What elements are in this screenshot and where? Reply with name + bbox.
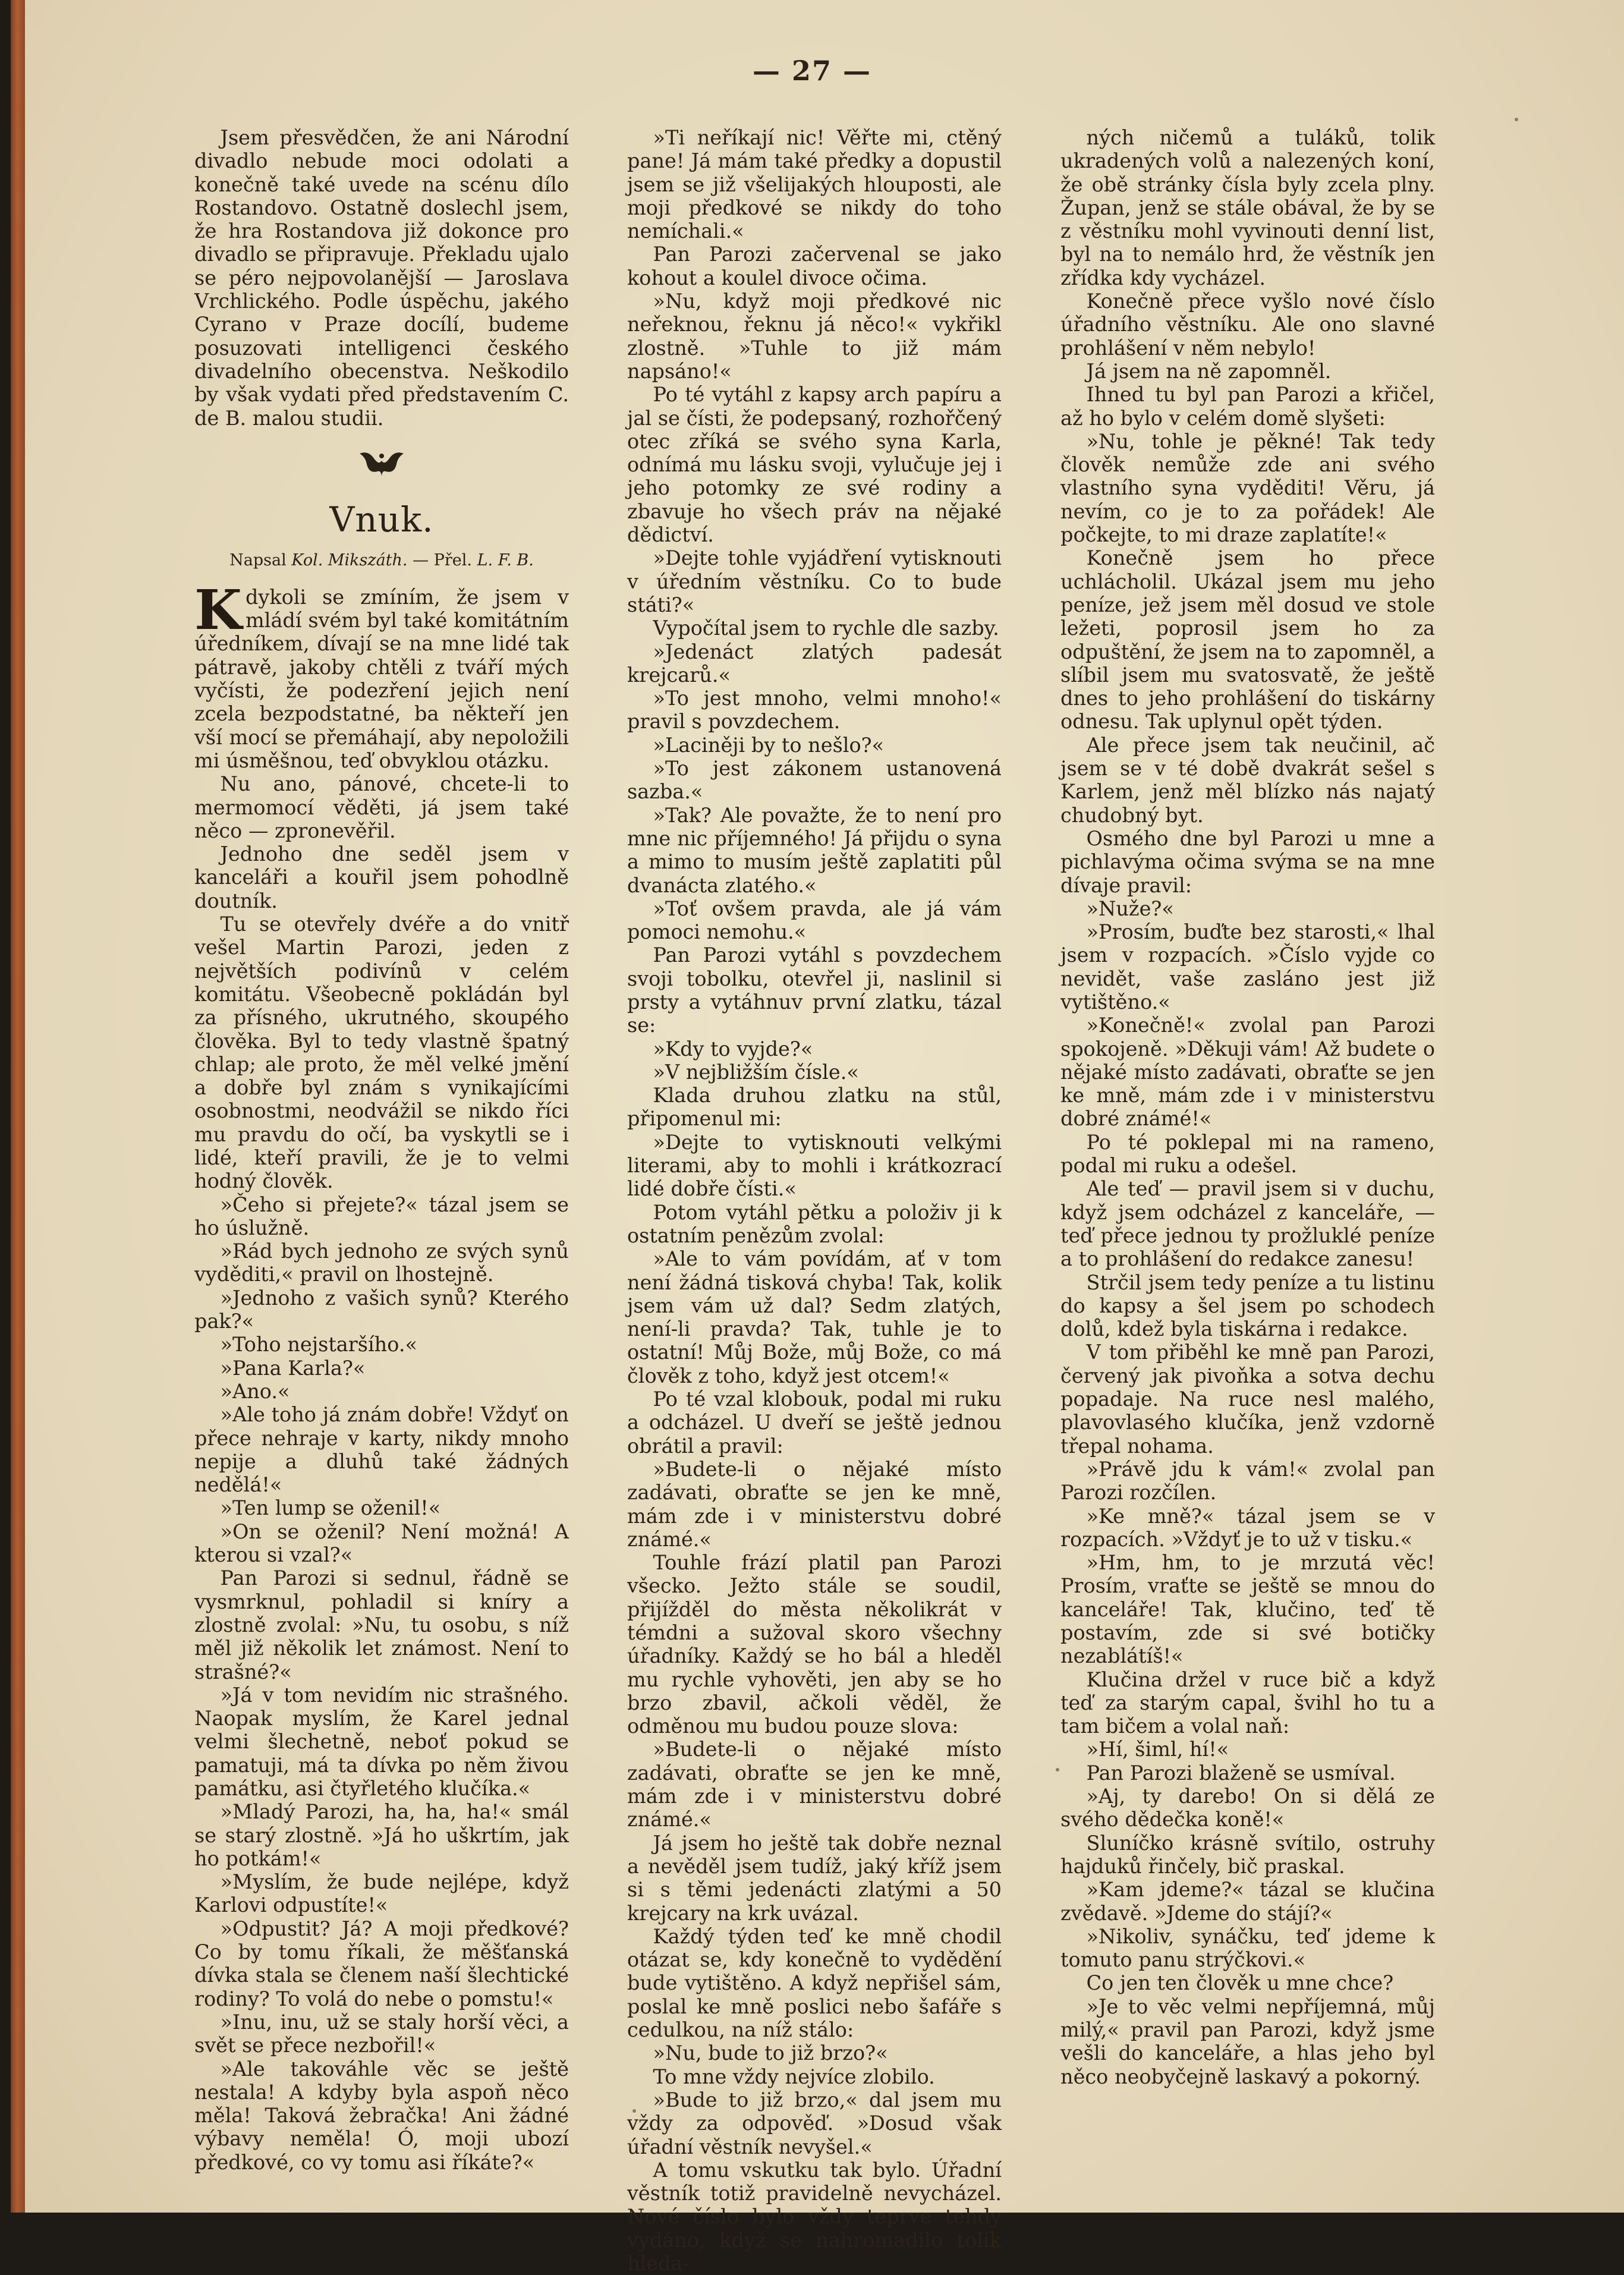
text-column-3: [1060, 126, 1435, 2088]
story-paragraph: »Rád bych jednoho ze svých synů vyděditi,« pravil on lhostejně.: [194, 1239, 569, 1286]
column-2-body: [627, 126, 1002, 2275]
story-paragraph: »Laciněji by to nešlo?«: [653, 733, 885, 757]
story-paragraph: »Aj, ty darebo! On si dělá ze svého dědečka koně!«: [1060, 1785, 1435, 1832]
story-paragraph: Pan Parozi vytáhl s povzdechem svoji tobolku, otevřel ji, naslinil si prsty a vytáhnuv první zlatku, tázal se:: [627, 943, 1002, 1037]
story-paragraph: »Pana Karla?«: [220, 1356, 366, 1380]
story-paragraph: Vypočítal jsem to rychle dle sazby.: [653, 616, 999, 640]
story-paragraph: »Tak? Ale považte, že to není pro mne nic příjemného! Já přijdu o syna a mimo to musím ještě zaplatiti půl dvanácta zlatého.«: [627, 803, 1002, 897]
story-paragraph: »Konečně!« zvolal pan Parozi spokojeně. »Děkuji vám! Až budete o nějaké místo zadávati, obraťte se jen ke mně, mám zde i v ministerstvu dobré známé!«: [1060, 1014, 1435, 1131]
story-paragraph: Pan Parozi blaženě se usmíval.: [1086, 1761, 1396, 1785]
drop-cap: K: [194, 577, 242, 642]
column-3-body: [1060, 126, 1435, 2088]
story-paragraph: »Kam jdeme?« tázal se klučina zvědavě. »Jdeme do stájí?«: [1060, 1878, 1435, 1925]
story-paragraph: »Nu, tohle je pěkné! Tak tedy člověk nemůže zde ani svého vlastního syna vyděditi! Věru, já nevím, co je to za pořádek! Ale počkejte, to mi draze zaplatíte!«: [1060, 429, 1435, 547]
ornament-icon: [194, 448, 569, 481]
story-paragraph: »Ke mně?« tázal jsem se v rozpacích. »Vždyť je to už v tisku.«: [1060, 1504, 1435, 1551]
story-paragraph: Konečně přece vyšlo nové číslo úřadního věstníku. Ale ono slavné prohlášení v něm nebylo!: [1060, 290, 1435, 360]
story-paragraph: Osmého dne byl Parozi u mne a pichlavýma očima svýma se na mne dívaje pravil:: [1060, 826, 1435, 897]
story-paragraph: Sluníčko krásně svítilo, ostruhy hajduků řinčely, bič praskal.: [1060, 1831, 1435, 1878]
story-paragraph: Každý týden teď ke mně chodil otázat se, kdy konečně to vydědění bude vytištěno. A když nepřišel sám, poslal ke mně poslici nebo šafáře s cedulkou, na níž stálo:: [627, 1924, 1002, 2042]
page-number: — 27 —: [752, 55, 872, 87]
story-paragraph: »Jedenáct zlatých padesát krejcarů.«: [627, 640, 1002, 687]
story-paragraph: »Já v tom nevidím nic strašného. Naopak myslím, že Karel jednal velmi šlechetně, neboť pokud se pamatuji, má ta dívka po něm živou památku, asi čtyřletého klučíka.«: [194, 1683, 569, 1800]
story-paragraph: »On se oženil? Není možná! A kterou si vzal?«: [194, 1519, 569, 1567]
text-column-2: [627, 126, 1002, 2275]
article-intro-paragraph: Jsem přesvědčen, že ani Národní divadlo nebude moci odolati a konečně také uvede na scénu dílo Rostandovo. Ostatně doslechl jsem, že hra Rostandova již dokonce pro divadlo se připravuje. Překladu ujalo se péro nejpovolanější — Jaroslava Vrchlického. Podle úspěchu, jakého Cyrano v Praze docílí, budeme posuzovati intelligenci českého divadelního obecenstva. Neškodilo by však vydati před představením C. de B. malou studii.: [194, 126, 569, 430]
story-paragraph: »Právě jdu k vám!« zvolal pan Parozi rozčílen.: [1060, 1457, 1435, 1505]
story-paragraph: Nu ano, pánové, chcete-li to mermomocí věděti, já jsem také něco — zpronevěřil.: [194, 772, 569, 842]
first-paragraph-text: dykoli se zmíním, že jsem v mládí svém byl také komitátním úředníkem, dívají se na mne lidé tak pátravě, jakoby chtěli z tváří mých vyčísti, že podezření jejich není zcela bezpodstatné, ba někteří jen vší mocí se přemáhají, aby nepoložili mi úsměšnou, teď obvyklou otázku.: [194, 585, 569, 772]
story-paragraph: »Ano.«: [220, 1379, 290, 1403]
byline-translator: L. F. B.: [477, 550, 534, 569]
byline-prefix: Napsal: [229, 550, 287, 569]
story-paragraph: Touhle frází platil pan Parozi všecko. Ježto stále se soudil, přijížděl do města několikrát v témdni a sužoval skoro všechny úřadníky. Každý se ho bál a hleděl mu rychle vyhověti, jen aby se ho brzo zbavil, ačkoli věděl, že odměnou mu budou pouze slova:: [627, 1551, 1002, 1738]
byline-author: Kol. Mikszáth.: [291, 550, 408, 569]
story-paragraph: Ale přece jsem tak neučinil, ač jsem se v té době dvakrát sešel s Karlem, jenž měl blízko nás najatý chudobný byt.: [1060, 733, 1435, 827]
story-paragraph: »Dejte tohle vyjádření vytisknouti v úředním věstníku. Co to bude státi?«: [627, 546, 1002, 616]
story-paragraph: »Odpustit? Já? A moji předkové? Co by tomu říkali, že měšťanská dívka stala se členem naší šlechtické rodiny? To volá do nebe o pomstu!«: [194, 1917, 569, 2010]
story-paragraph: »Ale takováhle věc se ještě nestala! A kdyby byla aspoň něco měla! Taková žebračka! Ani žádné výbavy neměla! Ó, moji ubozí předkové, co vy tomu asi říkáte?«: [194, 2057, 569, 2174]
story-paragraph: »Hí, šiml, hí!«: [1086, 1738, 1229, 1761]
story-title: Vnuk.: [329, 499, 434, 540]
story-paragraph: »Prosím, buďte bez starosti,« lhal jsem v rozpacích. »Číslo vyjde co nevidět, vaše zasláno jest již vytištěno.«: [1060, 920, 1435, 1014]
story-paragraph: Tu se otevřely dvéře a do vnitř vešel Martin Parozi, jeden z největších podivínů v celém komitátu. Všeobecně pokládán byl za přísného, ukrutného, skoupého člověka. Byl to tedy vlastně špatný chlap; ale proto, že měl velké jmění a dobře byl znám s vynikajícími osobnostmi, neodvážil se nikdo říci mu pravdu do očí, ba vyskytli se i lidé, kteří pravili, že je to velmi hodný člověk.: [194, 912, 569, 1193]
story-paragraph: Pan Parozi si sednul, řádně se vysmrknul, pohladil si kníry a zlostně zvolal: »Nu, tu osobu, s níž měl již několik let známost. Není to strašné?«: [194, 1566, 569, 1684]
story-paragraph: Klada druhou zlatku na stůl, připomenul mi:: [627, 1084, 1002, 1131]
story-paragraph: »Budete-li o nějaké místo zadávati, obraťte se jen ke mně, mám zde i v ministerstvu dobré známé.«: [627, 1738, 1002, 1832]
story-paragraph: »Mladý Parozi, ha, ha, ha!« smál se starý zlostně. »Já ho uškrtím, jak ho potkám!«: [194, 1800, 569, 1870]
story-paragraph: »Bude to již brzo,« dal jsem mu vždy za odpověď. »Dosud však úřadní věstník nevyšel.«: [627, 2088, 1002, 2158]
byline-translator-prefix: Přel.: [433, 550, 472, 569]
story-paragraph: »Nuže?«: [1086, 896, 1174, 920]
story-paragraph: Já jsem na ně zapomněl.: [1086, 359, 1332, 383]
story-paragraph: »Ti neříkají nic! Věřte mi, ctěný pane! Já mám také předky a dopustil jsem se již všelijakých hlouposti, ale moji předkové se nikdy do toho nemíchali.«: [627, 126, 1002, 243]
story-first-paragraph: [194, 577, 569, 772]
story-paragraph: »Nikoliv, synáčku, teď jdeme k tomuto panu strýčkovi.«: [1060, 1924, 1435, 1972]
story-paragraph: Po té poklepal mi na rameno, podal mi ruku a odešel.: [1060, 1130, 1435, 1178]
story-paragraph: »Hm, hm, to je mrzutá věc! Prosím, vraťte se ještě se mnou do kanceláře! Tak, klučino, teď tě postavím, zde si své botičky nezablátíš!«: [1060, 1551, 1435, 1668]
story-paragraph: »Dejte to vytisknouti velkými literami, aby to mohli i krátkozrací lidé dobře čísti.«: [627, 1130, 1002, 1201]
story-paragraph: »Toho nejstaršího.«: [220, 1333, 417, 1357]
story-paragraph: Po té vzal klobouk, podal mi ruku a odcházel. U dveří se ještě jednou obrátil a pravil:: [627, 1387, 1002, 1458]
story-paragraph: »V nejbližším čísle.«: [653, 1060, 859, 1084]
story-paragraph: »To jest zákonem ustanovená sazba.«: [627, 757, 1002, 804]
story-paragraph: Ale teď — pravil jsem si v duchu, když jsem odcházel z kanceláře, — teď přece jednou ty prožluklé peníze a to prohlášení do redakce zanesu!: [1060, 1177, 1435, 1271]
paper-fleck: [1056, 1768, 1059, 1771]
story-paragraph: Strčil jsem tedy peníze a tu listinu do kapsy a šel jsem po schodech dolů, kdež byla tiskárna i redakce.: [1060, 1270, 1435, 1341]
story-paragraph: »Ten lump se oženil!«: [220, 1496, 441, 1520]
story-paragraph: A tomu vskutku tak bylo. Úřadní věstník totiž pravidelně nevycházel. Nové číslo bylo vždy teprve tehdy vydáno, když se nahromadilo tolik hleda-: [627, 2158, 1002, 2275]
story-paragraph: »Nu, bude to již brzo?«: [653, 2041, 888, 2065]
story-paragraph: »Myslím, že bude nejlépe, když Karlovi odpustíte!«: [194, 1870, 569, 1917]
paper-fleck: [1515, 118, 1518, 121]
story-paragraph: »Inu, inu, už se staly horší věci, a svět se přece nezbořil!«: [194, 2010, 569, 2057]
column-1-body: [194, 772, 569, 2174]
story-paragraph: Klučina držel v ruce bič a když teď za starým capal, švihl ho tu a tam bičem a volal naň:: [1060, 1667, 1435, 1738]
story-paragraph: To mne vždy nejvíce zlobilo.: [653, 2065, 935, 2088]
story-paragraph: »Jednoho z vašich synů? Kterého pak?«: [194, 1286, 569, 1333]
story-paragraph: Potom vytáhl pětku a položiv ji k ostatním penězům zvolal:: [627, 1200, 1002, 1247]
text-column-1: [194, 126, 569, 2174]
story-paragraph: Po té vytáhl z kapsy arch papíru a jal se čísti, že podepsaný, rozhořčený otec zříká se svého syna Karla, odnímá mu lásku svoji, vylučuje jej i jeho potomky ze své rodiny a zbavuje ho všech práv na nějaké dědictví.: [627, 383, 1002, 547]
story-paragraph: »Ale to vám povídám, ať v tom není žádná tisková chyba! Tak, kolik jsem vám už dal? Sedm zlatých, není-li pravda? Tak, tuhle je to ostatní! Můj Bože, můj Bože, co má člověk z toho, když jest otcem!«: [627, 1247, 1002, 1387]
story-paragraph: »Budete-li o nějaké místo zadávati, obraťte se jen ke mně, mám zde i v ministerstvu dobré známé.«: [627, 1457, 1002, 1551]
story-paragraph: ných ničemů a tuláků, tolik ukradených volů a nalezených koní, že obě stránky čísla byly zcela plny. Župan, jenž se stále obával, že by se z věstníku mohl vyvinouti denní list, byl na to nemálo hrd, že věstník jen zřídka kdy vycházel.: [1060, 126, 1435, 290]
page-binding-edge: [11, 0, 25, 2213]
story-paragraph: »Nu, když moji předkové nic neřeknou, řeknu já něco!« vykřikl zlostně. »Tuhle to již mám napsáno!«: [627, 290, 1002, 383]
story-paragraph: Konečně jsem ho přece uchlácholil. Ukázal jsem mu jeho peníze, jež jsem měl dosud ve stole ležeti, poprosil jsem ho za odpuštění, že jsem na to zapomněl, a slíbil jsem mu svatosvatě, že ještě dnes to jeho prohlášení do tiskárny odnesu. Tak uplynul opět týden.: [1060, 546, 1435, 734]
story-paragraph: »Čeho si přejete?« tázal jsem se ho úslužně.: [194, 1192, 569, 1239]
story-byline: [194, 549, 569, 572]
story-paragraph: V tom přiběhl ke mně pan Parozi, červený jak pivoňka a sotva dechu popadaje. Na ruce nesl malého, plavovlasého klučíka, jenž vzdorně třepal nohama.: [1060, 1341, 1435, 1458]
story-paragraph: Já jsem ho ještě tak dobře neznal a nevěděl jsem tudíž, jaký kříž jsem si s těmi jedenácti zlatými a 50 krejcary na krk uvázal.: [627, 1831, 1002, 1925]
story-paragraph: »Toť ovšem pravda, ale já vám pomoci nemohu.«: [627, 896, 1002, 944]
story-paragraph: »To jest mnoho, velmi mnoho!« pravil s povzdechem.: [627, 687, 1002, 734]
story-paragraph: »Kdy to vyjde?«: [653, 1037, 813, 1061]
story-paragraph: Jednoho dne seděl jsem v kanceláři a kouřil jsem pohodlně doutník.: [194, 842, 569, 912]
story-paragraph: »Je to věc velmi nepříjemná, můj milý,« pravil pan Parozi, když jsme vešli do kanceláře, a hlas jeho byl něco neobyčejně laskavý a pokorný.: [1060, 1994, 1435, 2088]
story-paragraph: Co jen ten člověk u mne chce?: [1086, 1971, 1394, 1995]
story-paragraph: Ihned tu byl pan Parozi a křičel, až ho bylo v celém domě slyšeti:: [1060, 383, 1435, 430]
byline-dash: —: [413, 550, 429, 569]
story-paragraph: Pan Parozi začervenal se jako kohout a koulel divoce očima.: [627, 243, 1002, 290]
story-paragraph: »Ale toho já znám dobře! Vždyť on přece nehraje v karty, nikdy mnoho nepije a dluhů také žádných nedělá!«: [194, 1403, 569, 1497]
